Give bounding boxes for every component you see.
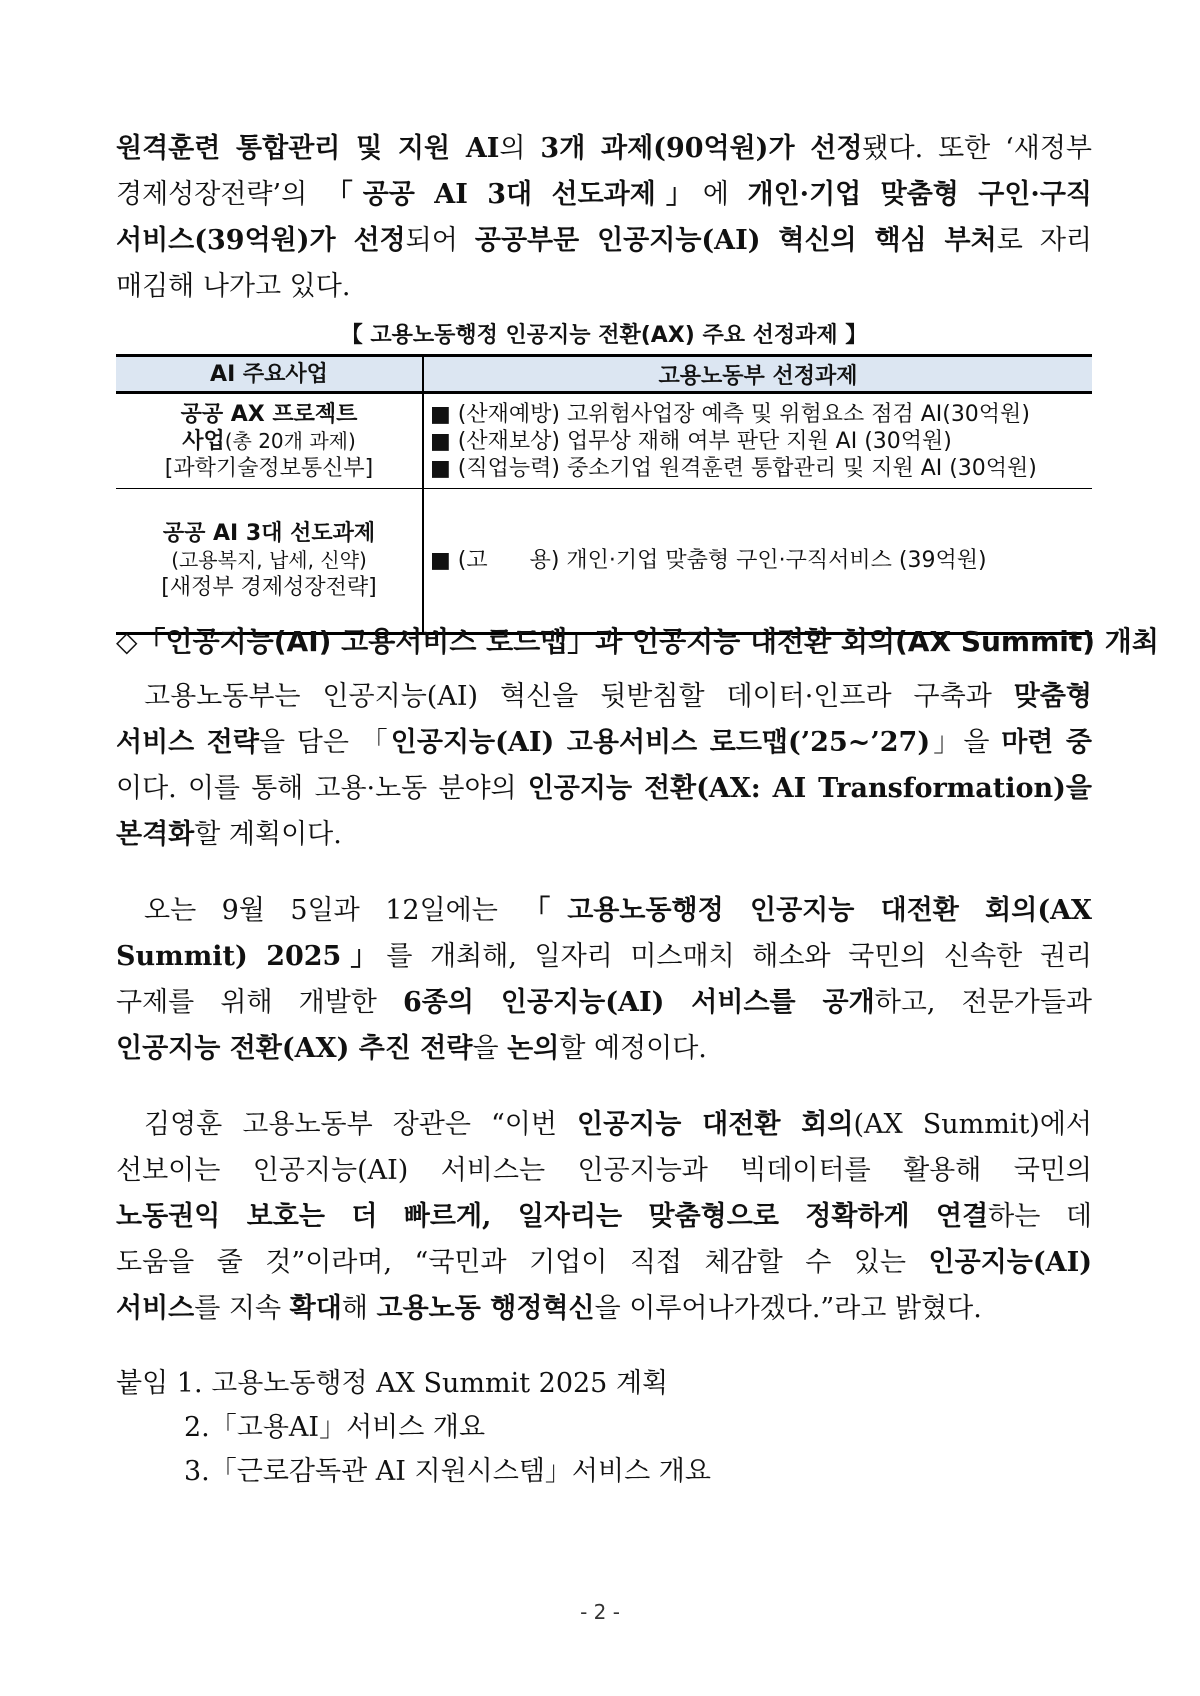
bold-text: 공공부문 인공지능(AI) 혁신의 핵심 부처: [474, 225, 997, 256]
text: 하는 데: [988, 1201, 1092, 1232]
table-cell-project: [116, 393, 423, 489]
table-row: [116, 489, 1092, 634]
project-note: (고용복지, 납세, 신약): [171, 548, 367, 572]
bold-text: 인공지능 전환: [527, 773, 697, 804]
text: 로 자리: [996, 225, 1092, 256]
text: 을 담은 「: [258, 727, 391, 758]
text: 」을: [930, 727, 1002, 758]
attachment-item: 3.「근로감독관 AI 지원시스템」서비스 개요: [184, 1456, 711, 1487]
project-note: (총 20개 과제): [224, 428, 356, 453]
table-cell-project: [116, 489, 423, 634]
list-item: ■ (산재예방) 고위험사업장 예측 및 위험요소 점검 AI(30억원): [430, 401, 1030, 427]
intro-paragraph: [116, 126, 1092, 310]
text: 이다. 이를 통해 고용·노동 분야의: [116, 773, 528, 804]
text: 를 개최해, 일자리 미스매치 해소와 국민의 신속한 권리: [386, 941, 1092, 972]
text: 되어: [405, 225, 475, 256]
bold-text: 3개 과제(90억원)가 선정: [540, 133, 863, 164]
bold-text: 개인·기업 맞춤형 구인·구직: [747, 179, 1092, 210]
bold-text: 확대: [289, 1293, 342, 1324]
bold-text: Summit) 2025」: [116, 941, 387, 972]
table-row: [116, 393, 1092, 489]
ministry-label: [새정부 경제성장전략]: [161, 575, 377, 600]
project-name: 공공 AX 프로젝트: [180, 401, 358, 427]
project-name: 공공 AI 3대 선도과제: [162, 521, 376, 546]
bold-text: 논의: [507, 1033, 560, 1064]
bold-text: 마련 중: [1001, 727, 1092, 758]
text: 됐다. 또한 ‘새정부: [862, 133, 1092, 164]
bold-text: 고용노동 행정혁신: [376, 1293, 595, 1324]
bold-text: 「고용노동행정 인공지능 대전환 회의(AX: [523, 895, 1092, 926]
paragraph-summit: [116, 888, 1092, 1072]
table-cell-items: [423, 489, 1092, 634]
section-heading: ◇「인공지능(AI) 고용서비스 로드맵」과 인공지능 대전환 회의(AX Summit) 개최: [116, 625, 1159, 658]
list-item: ■ (산재보상) 업무상 재해 여부 판단 지원 AI (30억원): [430, 428, 952, 454]
page-number: - 2 -: [580, 1600, 620, 1624]
text: 을 이루어나가겠다.”라고 밝혔다.: [594, 1293, 982, 1324]
text: 의: [499, 133, 541, 164]
bold-text: 서비스(39억원)가 선정: [116, 225, 406, 256]
ministry-label: [과학기술정보통신부]: [164, 455, 374, 481]
project-name-part: 사업: [182, 428, 225, 454]
text: 매김해 나가고 있다.: [116, 271, 351, 302]
bold-text: 「공공 AI 3대 선도과제」: [325, 179, 703, 210]
attachment-item: 2.「고용AI」서비스 개요: [184, 1412, 486, 1443]
attachment-label: 붙임: [116, 1368, 169, 1399]
text: 고용노동부는 인공지능(AI) 혁신을 뒷받침할 데이터·인프라 구축과: [144, 681, 1014, 712]
bold-text: (AX: AI Transformation)을: [696, 773, 1092, 804]
list-item: ■ (고 용) 개인·기업 맞춤형 구인·구직서비스 (39억원): [430, 548, 987, 573]
bold-text: 본격화: [116, 819, 195, 850]
table-header-cell: AI 주요사업: [116, 356, 423, 393]
paragraph-minister-quote: [116, 1102, 1092, 1332]
selection-table: [116, 354, 1092, 635]
table-header-row: [116, 356, 1092, 393]
table-header-cell: 고용노동부 선정과제: [423, 356, 1092, 393]
text: 를 지속: [194, 1293, 290, 1324]
text: 경제성장전략’의: [116, 179, 326, 210]
text: 도움을 줄 것”이라며, “국민과 기업이 직접 체감할 수 있는: [116, 1247, 929, 1278]
text: 구제를 위해 개발한: [116, 987, 404, 1018]
text: 할 계획이다.: [194, 819, 342, 850]
text: (AX Summit)에서: [853, 1109, 1092, 1140]
bold-text: 인공지능(AI): [928, 1247, 1092, 1278]
table-caption: 【 고용노동행정 인공지능 전환(AX) 주요 선정과제 】: [340, 323, 868, 348]
table-cell-items: [423, 393, 1092, 489]
list-item: ■ (직업능력) 중소기업 원격훈련 통합관리 및 지원 AI (30억원): [430, 455, 1037, 481]
text: 김영훈 고용노동부 장관은 “이번: [144, 1109, 577, 1140]
bold-text: 서비스: [116, 1293, 195, 1324]
text: 하고, 전문가들과: [874, 987, 1092, 1018]
bold-text: 서비스 전략: [116, 727, 259, 758]
text: 오는 9월 5일과 12일에는: [144, 895, 524, 926]
bold-text: 노동권익 보호는 더 빠르게, 일자리는 맞춤형으로 정확하게 연결: [116, 1201, 989, 1232]
attachment-item: 1. 고용노동행정 AX Summit 2025 계획: [176, 1368, 669, 1399]
text: 할 예정이다.: [559, 1033, 707, 1064]
paragraph-roadmap: [116, 674, 1092, 858]
bold-text: 인공지능(AI) 고용서비스 로드맵(’25~’27): [390, 727, 931, 758]
bold-text: 인공지능 전환(AX) 추진 전략: [116, 1033, 473, 1064]
attachment-list: [116, 1362, 711, 1494]
text: 선보이는 인공지능(AI) 서비스는 인공지능과 빅데이터를 활용해 국민의: [116, 1155, 1092, 1186]
bold-text: 6종의 인공지능(AI) 서비스를 공개: [403, 987, 875, 1018]
bold-text: 인공지능 대전환 회의: [577, 1109, 854, 1140]
bold-text: 원격훈련 통합관리 및 지원 AI: [116, 133, 500, 164]
bold-text: 맞춤형: [1013, 681, 1092, 712]
text: 에: [702, 179, 748, 210]
text: 해: [341, 1293, 377, 1324]
text: 을: [472, 1033, 508, 1064]
